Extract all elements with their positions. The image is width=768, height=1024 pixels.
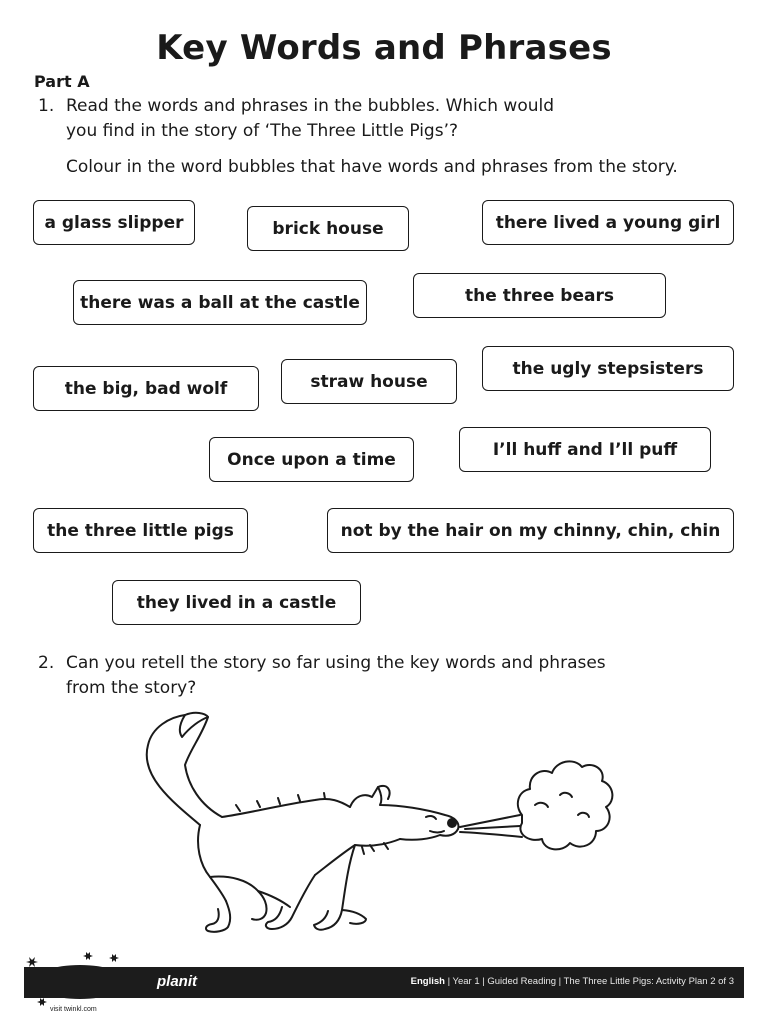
word-bubble[interactable]: there lived a young girl bbox=[482, 200, 734, 245]
word-bubble[interactable]: the ugly stepsisters bbox=[482, 346, 734, 391]
word-bubble[interactable]: not by the hair on my chinny, chin, chin bbox=[327, 508, 734, 553]
planit-label: planit bbox=[157, 973, 197, 990]
word-bubble[interactable]: the three bears bbox=[413, 273, 666, 318]
word-bubble[interactable]: Once upon a time bbox=[209, 437, 414, 482]
word-bubble[interactable]: a glass slipper bbox=[33, 200, 195, 245]
part-heading: Part A bbox=[34, 72, 90, 91]
question-2 bbox=[0, 651, 768, 703]
question-1-number: 1. bbox=[38, 96, 55, 116]
footer-info: | Year 1 | Guided Reading | The Three Little Pigs: Activity Plan 2 of 3 bbox=[444, 976, 734, 987]
word-bubble[interactable]: straw house bbox=[281, 359, 457, 404]
word-bubble[interactable]: there was a ball at the castle bbox=[73, 280, 367, 325]
footer-details bbox=[411, 976, 734, 987]
question-1-line-2: you find in the story of ‘The Three Little Pigs’? bbox=[66, 121, 458, 141]
question-1-line-1: Read the words and phrases in the bubbles. Which would bbox=[66, 96, 555, 116]
question-2-line-1: Can you retell the story so far using the key words and phrases bbox=[66, 653, 606, 673]
page-title: Key Words and Phrases bbox=[156, 28, 612, 68]
word-bubble[interactable]: the big, bad wolf bbox=[33, 366, 259, 411]
wolf-blowing-icon bbox=[130, 705, 620, 950]
question-2-number: 2. bbox=[38, 653, 55, 673]
visit-link[interactable]: visit twinkl.com bbox=[50, 1006, 97, 1013]
question-1 bbox=[0, 94, 768, 177]
word-bubble[interactable]: they lived in a castle bbox=[112, 580, 361, 625]
question-1-line-3: Colour in the word bubbles that have words and phrases from the story. bbox=[66, 157, 678, 177]
word-bubble[interactable]: the three little pigs bbox=[33, 508, 248, 553]
word-bubble[interactable]: brick house bbox=[247, 206, 409, 251]
footer-subject: English bbox=[410, 976, 445, 987]
word-bubble[interactable]: I’ll huff and I’ll puff bbox=[459, 427, 711, 472]
question-2-line-2: from the story? bbox=[66, 678, 197, 698]
footer-bar bbox=[24, 967, 744, 998]
